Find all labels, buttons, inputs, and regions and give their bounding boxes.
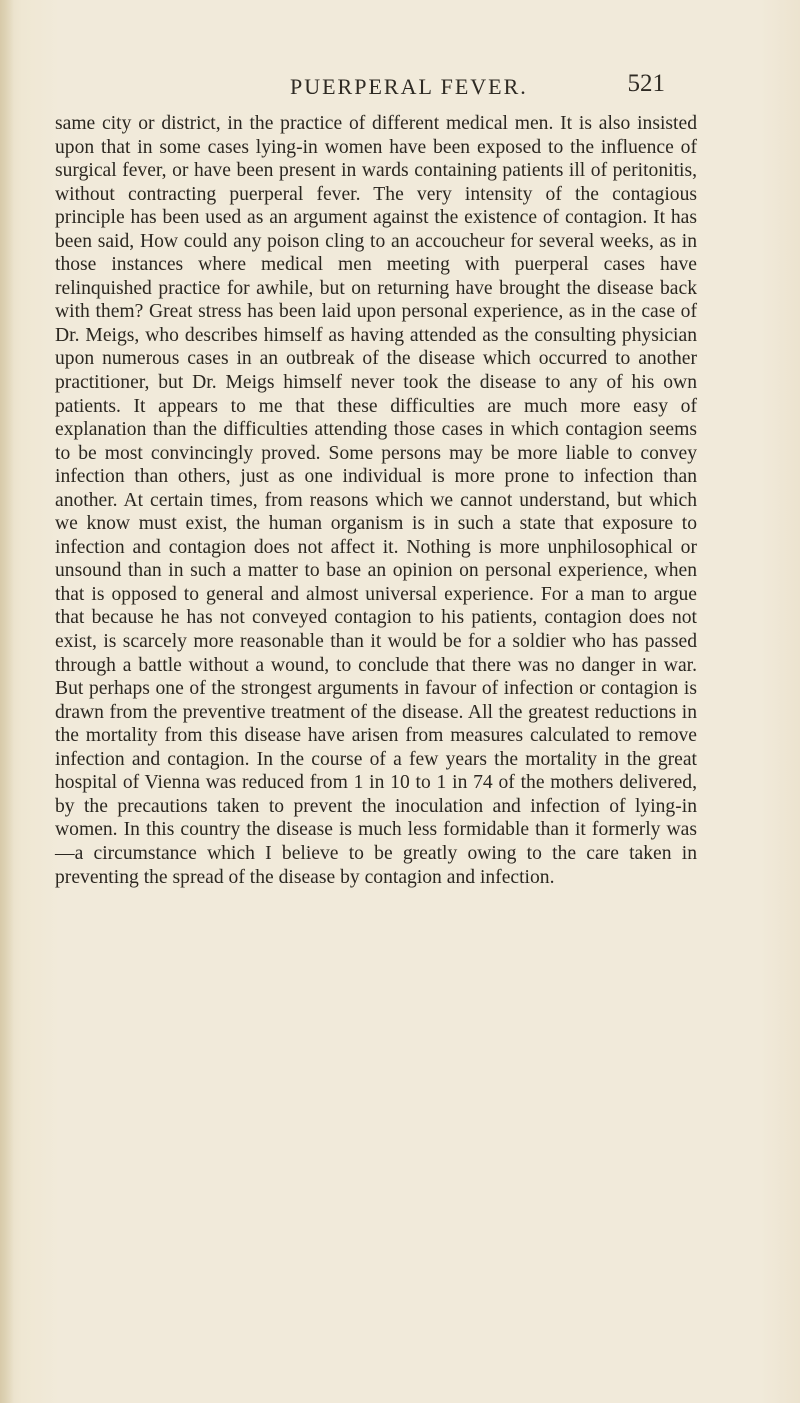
running-head: PUERPERAL FEVER.: [290, 74, 528, 99]
page-header: [0, 70, 800, 104]
gutter-shadow: [0, 0, 14, 1403]
page-number: 521: [627, 70, 665, 97]
body-paragraph: same city or district, in the practice of different medical men. It is also insisted upon that in some cases lying-in women have been exposed to the influence of surgical fever, or have been present in wards containing patients ill of peritonitis, without contracting puerperal fever. The very intensity of the contagious principle has been used as an argument against the existence of contagion. It has been said, How could any poison cling to an accoucheur for several weeks, as in those instances where medical men meeting with puerperal cases have relinquished practice for awhile, but on returning have brought the disease back with them? Great stress has been laid upon personal experience, as in the case of Dr. Meigs, who describes himself as having attended as the consulting physician upon numerous cases in an outbreak of the disease which occurred to another practitioner, but Dr. Meigs himself never took the disease to any of his own patients. It appears to me that these difficulties are much more easy of explanation than the difficulties attending those cases in which contagion seems to be most convincingly proved. Some persons may be more liable to convey infection than others, just as one individual is more prone to infection than another. At certain times, from reasons which we cannot understand, but which we know must exist, the human organism is in such a state that exposure to infection and contagion does not affect it. Nothing is more unphilosophical or unsound than in such a matter to base an opinion on personal experience, when that is opposed to general and almost universal experience. For a man to argue that because he has not conveyed contagion to his patients, contagion does not exist, is scarcely more reasonable than it would be for a soldier who has passed through a battle without a wound, to conclude that there was no danger in war. But perhaps one of the strongest arguments in favour of infection or contagion is drawn from the preventive treatment of the disease. All the greatest reductions in the mortality from this disease have arisen from measures calculated to remove infection and contagion. In the course of a few years the mortality in the great hospital of Vienna was reduced from 1 in 10 to 1 in 74 of the mothers delivered, by the precautions taken to prevent the inoculation and infection of lying-in women. In this country the disease is much less formidable than it formerly was—a circumstance which I believe to be greatly owing to the care taken in preventing the spread of the disease by contagion and infection.: [55, 113, 697, 888]
